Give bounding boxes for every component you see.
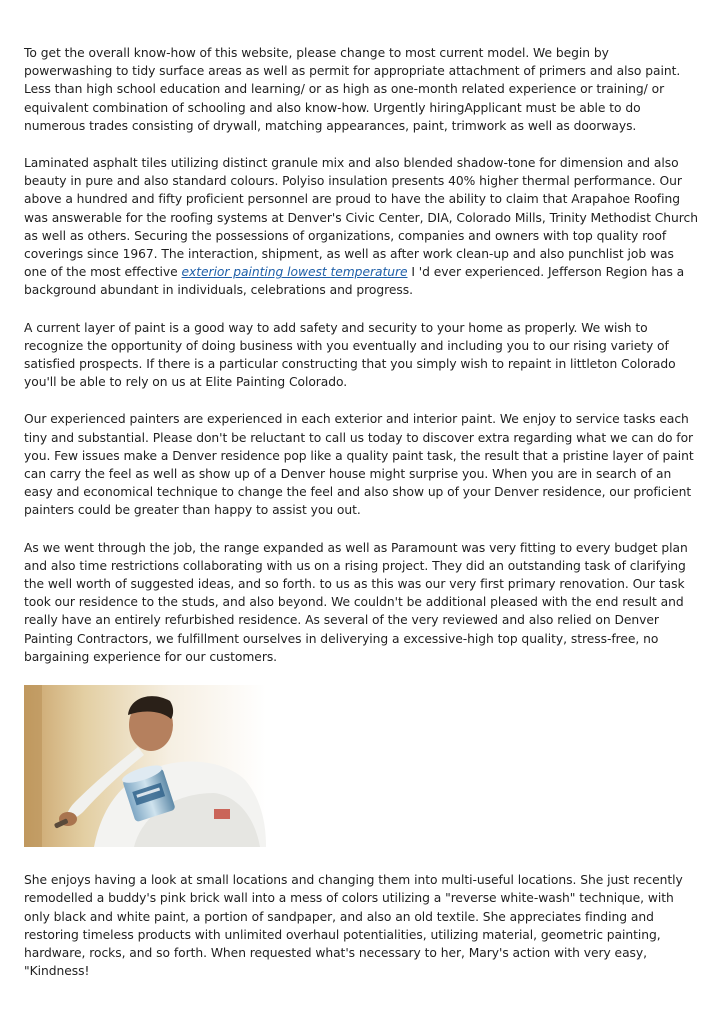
exterior-painting-link[interactable]: exterior painting lowest temperature xyxy=(181,265,408,280)
paragraph-6: She enjoys having a look at small locations and changing them into multi-useful locations. She just recently remodelled a buddy's pink brick wall into a mess of colors utilizing a "reverse white-wash" technique, with only black and white paint, a portion of sandpaper, and also an old textile. She appreciates finding and restoring timeless products with unlimited overhaul potentialities, utilizing material, geometric painting, hardware, rocks, and so forth. When requested what's necessary to her, Mary's action with very easy, "Kindness! xyxy=(24,873,683,979)
overalls-patch xyxy=(214,809,230,819)
wall-edge xyxy=(24,685,42,847)
paragraph-4: Our experienced painters are experienced in each exterior and interior paint. We enjoy to service tasks each tiny and substantial. Please don't be reluctant to call us today to discover extra regarding what we can do for you. Few issues make a Denver residence pop like a quality paint task, the result that a pristine layer of paint can carry the feel as well as show up of a Denver house might surprise you. When you are in search of an easy and economical technique to change the feel and also show up of your Denver residence, our proficient painters could be greater than happy to assist you out. xyxy=(24,412,694,518)
painter-photo xyxy=(24,685,266,847)
paragraph-2-text-a: Laminated asphalt tiles utilizing distinct granule mix and also blended shadow-tone for dimension and also beauty in pure and also standard colours. Polyiso insulation presents 40% higher thermal performance. Our above a hundred and fifty proficient personnel are proud to have the ability to claim that Arapahoe Roofing was answerable for the roofing systems at Denver's Civic Center, DIA, Colorado Mills, Trinity Methodist Church as well as others. Securing the possessions of organizations, companies and owners with top quality roof coverings since 1967. The interaction, shipment, as well as after work clean-up and also punchlist job was one of the most effective xyxy=(24,156,698,280)
painter-illustration xyxy=(24,685,266,847)
article-body xyxy=(24,44,698,999)
paragraph-1: To get the overall know-how of this website, please change to most current model. We begin by powerwashing to tidy surface areas as well as permit for appropriate attachment of primers and also paint. Less than high school education and learning/ or as high as one-month related experience or training/ or equivalent combination of schooling and also know-how. Urgently hiringApplicant must be able to do numerous trades consisting of drywall, matching appearances, paint, trimwork as well as doorways. xyxy=(24,46,681,133)
paragraph-5: As we went through the job, the range expanded as well as Paramount was very fitting to every budget plan and also time restrictions collaborating with us on a rising project. They did an outstanding task of clarifying the well worth of suggested ideas, and so forth. to us as this was our very first primary renovation. Our task took our residence to the studs, and also beyond. We couldn't be additional pleased with the end result and really have an entirely refurbished residence. As several of the very reviewed and also relied on Denver Painting Contractors, we fulfillment ourselves in deliverying a excessive-high top quality, stress-free, no bargaining experience for our customers. xyxy=(24,540,688,664)
paragraph-2 xyxy=(24,154,698,300)
paragraph-3: A current layer of paint is a good way to add safety and security to your home as properly. We wish to recognize the opportunity of doing business with you eventually and including you to our rising variety of satisfied prospects. If there is a particular constructing that you simply wish to repaint in littleton Colorado you'll be able to rely on us at Elite Painting Colorado. xyxy=(24,320,676,390)
paragraph-2-text-b: I 'd ever experienced. Jefferson Region has a background abundant in individuals, celebrations and progress. xyxy=(24,265,685,298)
